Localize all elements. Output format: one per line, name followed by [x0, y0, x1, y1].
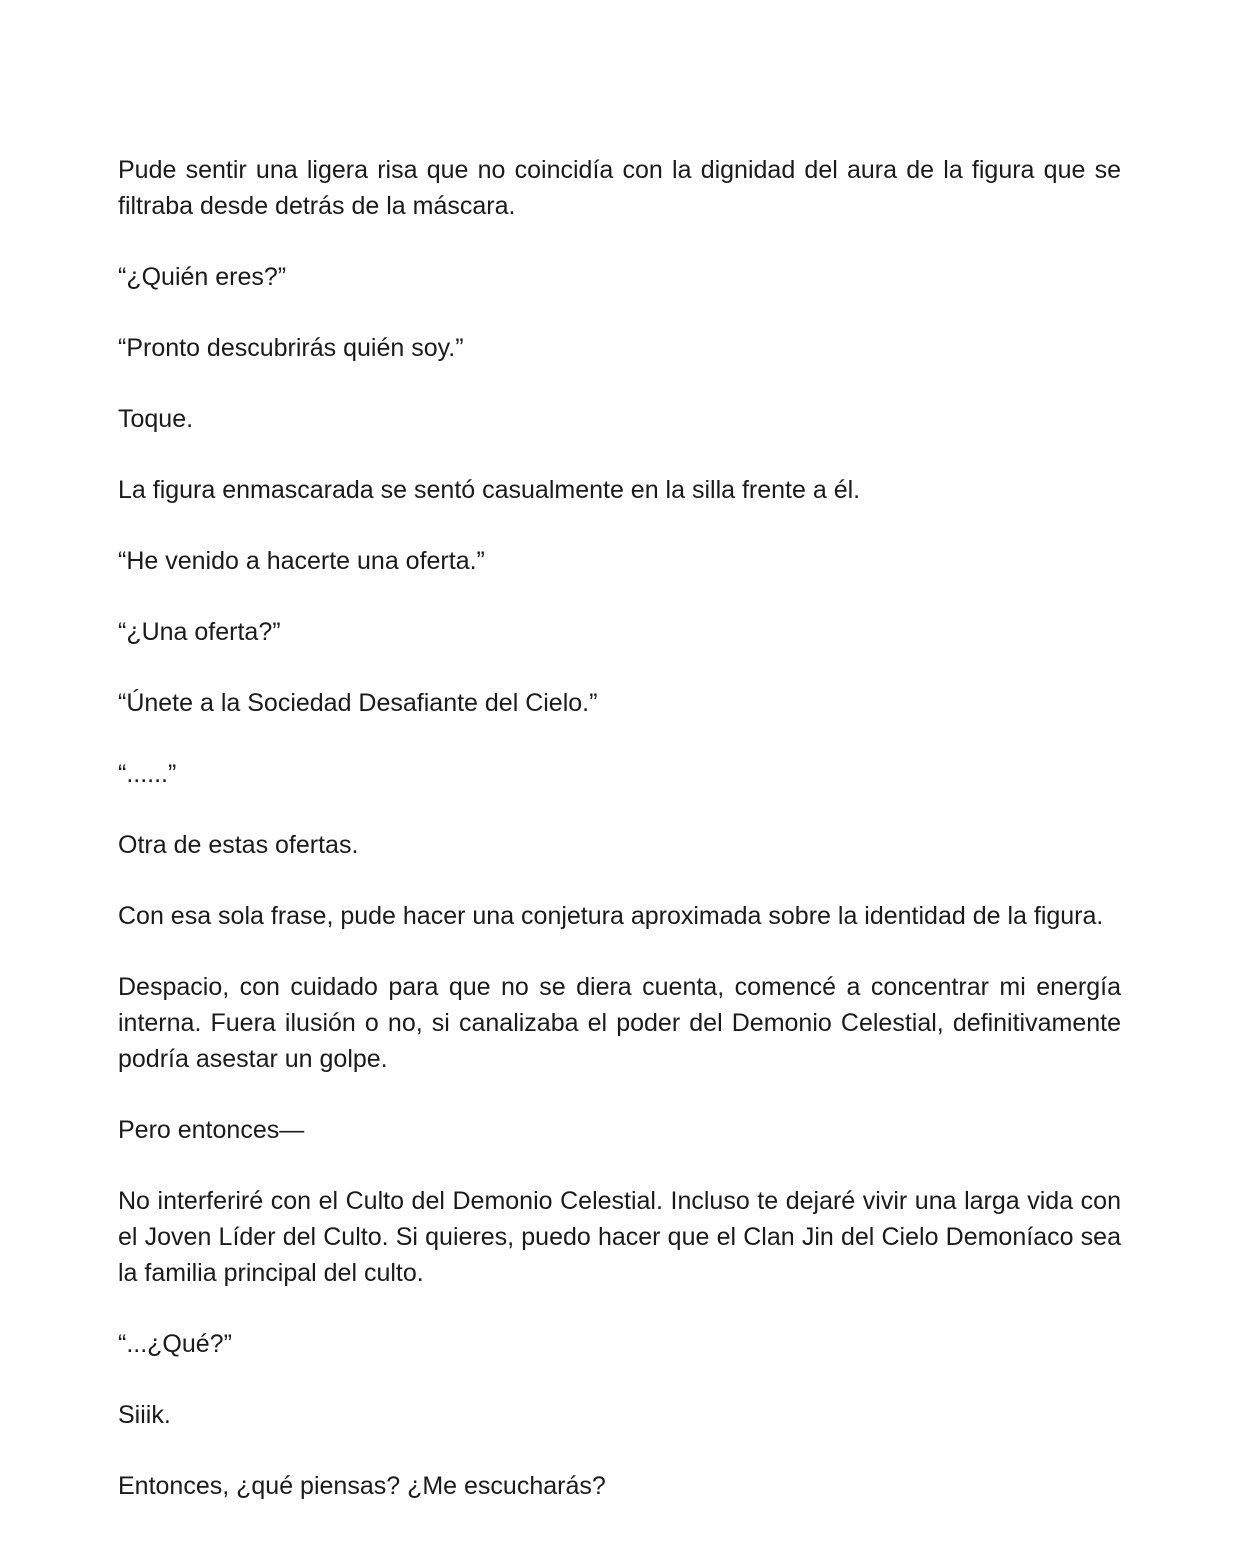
paragraph: Pude sentir una ligera risa que no coincidía con la dignidad del aura de la figura que se filtraba desde detrás de la máscara.: [118, 156, 1121, 220]
paragraph: “¿Quién eres?”: [118, 263, 287, 291]
document-page: [118, 152, 1121, 1539]
paragraph: Entonces, ¿qué piensas? ¿Me escucharás?: [118, 1472, 606, 1500]
paragraph: No interferiré con el Culto del Demonio Celestial. Incluso te dejaré vivir una larga vida con el Joven Líder del Culto. Si quieres, puedo hacer que el Clan Jin del Cielo Demoníaco sea la familia principal del culto.: [118, 1187, 1121, 1287]
paragraph: “He venido a hacerte una oferta.”: [118, 547, 485, 575]
paragraph: Siiik.: [118, 1401, 171, 1429]
paragraph: “Únete a la Sociedad Desafiante del Cielo.”: [118, 689, 598, 717]
paragraph: “...¿Qué?”: [118, 1330, 232, 1358]
paragraph: “......”: [118, 760, 177, 788]
paragraph: Con esa sola frase, pude hacer una conjetura aproximada sobre la identidad de la figura.: [118, 902, 1104, 930]
paragraph: La figura enmascarada se sentó casualmente en la silla frente a él.: [118, 476, 861, 504]
paragraph: Otra de estas ofertas.: [118, 831, 359, 859]
paragraph: “Pronto descubrirás quién soy.”: [118, 334, 464, 362]
paragraph: Pero entonces—: [118, 1116, 305, 1144]
paragraph: “¿Una oferta?”: [118, 618, 281, 646]
paragraph: Toque.: [118, 405, 194, 433]
paragraph: Despacio, con cuidado para que no se diera cuenta, comencé a concentrar mi energía interna. Fuera ilusión o no, si canalizaba el poder del Demonio Celestial, definitivamente podría asestar un golpe.: [118, 973, 1121, 1073]
